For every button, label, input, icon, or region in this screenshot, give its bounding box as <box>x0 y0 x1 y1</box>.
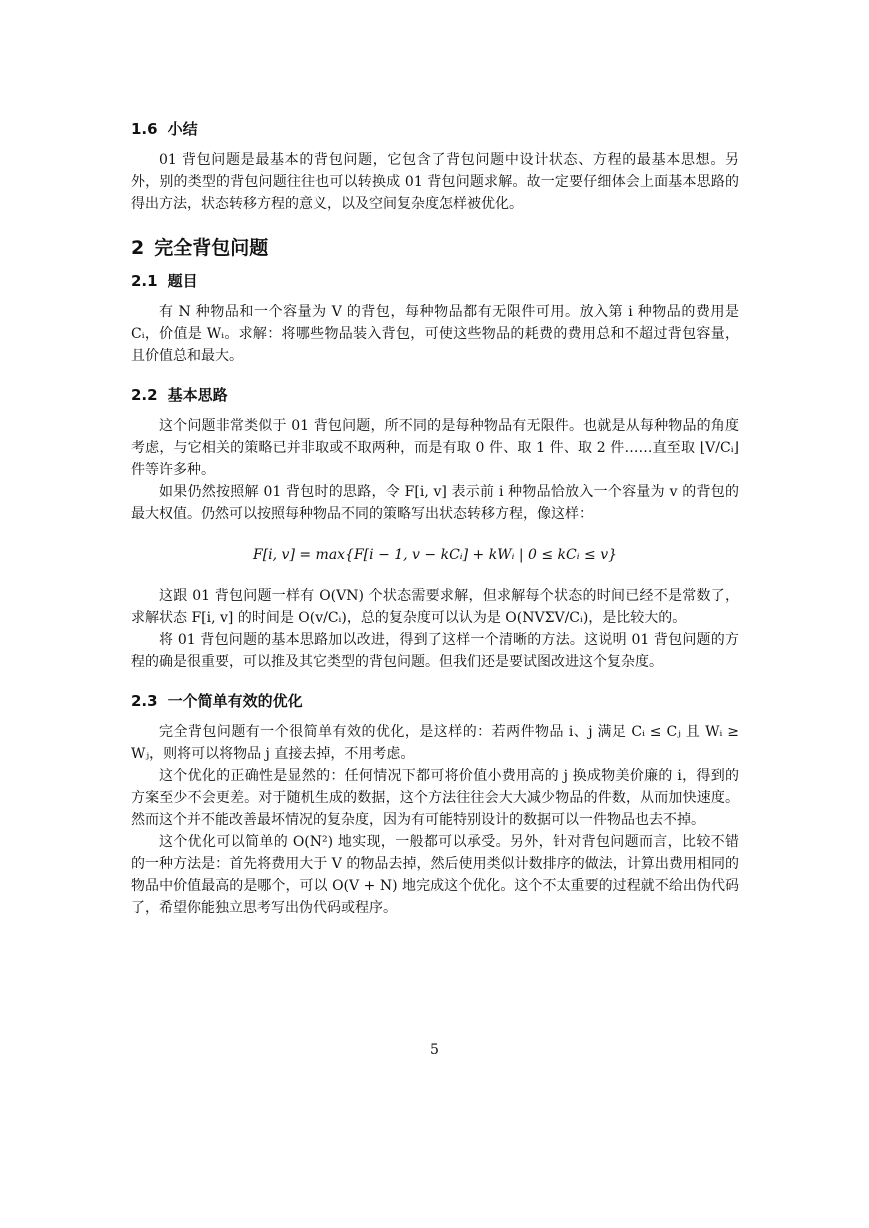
section-number: 2.1 <box>131 272 158 290</box>
paragraph: 完全背包问题有一个很简单有效的优化，是这样的：若两件物品 i、j 满足 Cᵢ ≤ Cⱼ 且 Wᵢ ≥ Wⱼ，则将可以将物品 j 直接去掉，不用考虑。 <box>131 724 739 762</box>
section-heading-2-3 <box>131 690 739 712</box>
paragraph: 这个问题非常类似于 01 背包问题，所不同的是每种物品有无限件。也就是从每种物品的角度考虑，与它相关的策略已并非取或不取两种，而是有取 0 件、取 1 件、取 2 件……直至取 ⌊V/Cᵢ⌋ 件等许多种。 <box>131 418 739 478</box>
section-number: 2.3 <box>131 692 158 710</box>
paragraph: 01 背包问题是最基本的背包问题，它包含了背包问题中设计状态、方程的最基本思想。另外，别的类型的背包问题往往也可以转换成 01 背包问题求解。故一定要仔细体会上面基本思路的得出方法，状态转移方程的意义，以及空间复杂度怎样被优化。 <box>131 152 739 212</box>
paragraph: 有 N 种物品和一个容量为 V 的背包，每种物品都有无限件可用。放入第 i 种物品的费用是 Cᵢ，价值是 Wᵢ。求解：将哪些物品装入背包，可使这些物品的耗费的费用总和不超过背包容量，且价值总和最大。 <box>131 304 739 364</box>
chapter-number: 2 <box>131 237 145 259</box>
page-content <box>131 118 739 919</box>
paragraph: 这跟 01 背包问题一样有 O(VN) 个状态需要求解，但求解每个状态的时间已经不是常数了，求解状态 F[i, v] 的时间是 O(v/Cᵢ)，总的复杂度可以认为是 O(NVΣV/Cᵢ)，是比较大的。 <box>131 588 739 626</box>
paragraph: 这个优化可以简单的 O(N²) 地实现，一般都可以承受。另外，针对背包问题而言，比较不错的一种方法是：首先将费用大于 V 的物品去掉，然后使用类似计数排序的做法，计算出费用相同的物品中价值最高的是哪个，可以 O(V + N) 地完成这个优化。这个不太重要的过程就不给出伪代码了，希望你能独立思考写出伪代码或程序。 <box>131 834 739 916</box>
chapter-heading-2 <box>131 234 739 262</box>
equation: F[i, v] = max{F[i − 1, v − kCᵢ] + kWᵢ | 0 ≤ kCᵢ ≤ v} <box>252 547 618 563</box>
section-title: 基本思路 <box>167 386 228 404</box>
paragraph: 将 01 背包问题的基本思路加以改进，得到了这样一个清晰的方法。这说明 01 背包问题的方程的确是很重要，可以推及其它类型的背包问题。但我们还是要试图改进这个复杂度。 <box>131 632 739 670</box>
section-heading-2-2 <box>131 384 739 406</box>
section-heading-1-6 <box>131 118 739 140</box>
section-title: 小结 <box>167 120 198 138</box>
section-title: 一个简单有效的优化 <box>167 692 303 710</box>
paragraph: 这个优化的正确性是显然的：任何情况下都可将价值小费用高的 j 换成物美价廉的 i，得到的方案至少不会更差。对于随机生成的数据，这个方法往往会大大减少物品的件数，从而加快速度。然而这个并不能改善最坏情况的复杂度，因为有可能特别设计的数据可以一件物品也去不掉。 <box>131 768 739 828</box>
section-title: 题目 <box>167 272 198 290</box>
section-heading-2-1 <box>131 270 739 292</box>
paragraph: 如果仍然按照解 01 背包时的思路，令 F[i, v] 表示前 i 种物品恰放入一个容量为 v 的背包的最大权值。仍然可以按照每种物品不同的策略写出状态转移方程，像这样： <box>131 484 739 522</box>
page-number: 5 <box>430 1042 439 1058</box>
section-number: 1.6 <box>131 120 158 138</box>
chapter-title: 完全背包问题 <box>154 237 269 259</box>
section-number: 2.2 <box>131 386 158 404</box>
